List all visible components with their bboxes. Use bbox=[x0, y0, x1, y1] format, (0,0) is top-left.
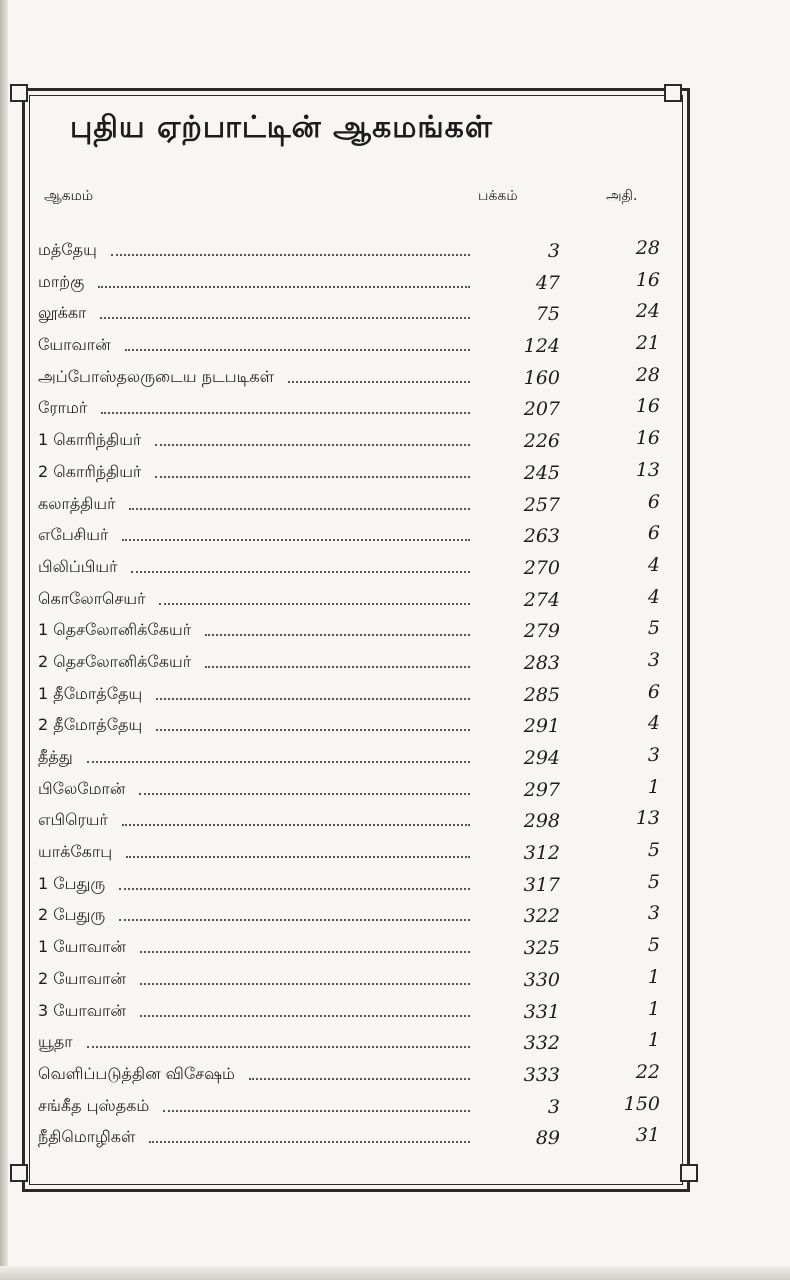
corner-ornament bbox=[10, 1164, 28, 1182]
toc-row bbox=[38, 297, 678, 329]
dot-leader bbox=[156, 729, 470, 731]
chapter-count: 5 bbox=[647, 934, 660, 957]
book-name: எபிரெயர் bbox=[38, 810, 108, 830]
dot-leader bbox=[155, 444, 470, 446]
page-number: 124 bbox=[523, 335, 560, 358]
dot-leader bbox=[159, 603, 470, 605]
dot-leader bbox=[98, 286, 470, 288]
chapter-count: 5 bbox=[647, 617, 660, 640]
chapter-count: 3 bbox=[647, 648, 660, 671]
chapter-count: 16 bbox=[635, 395, 660, 418]
dot-leader bbox=[139, 793, 470, 795]
page-number: 245 bbox=[523, 461, 560, 484]
page-number: 274 bbox=[523, 588, 560, 611]
toc-row bbox=[38, 614, 678, 646]
book-name: 2 பேதுரு bbox=[38, 905, 106, 925]
chapter-count: 13 bbox=[635, 458, 660, 481]
book-name: கொலோசெயர் bbox=[38, 588, 146, 608]
book-name: பிலேமோன் bbox=[38, 778, 126, 798]
page-bottom-shadow bbox=[0, 1266, 790, 1280]
chapter-count: 5 bbox=[647, 870, 660, 893]
chapter-count: 5 bbox=[647, 839, 660, 862]
page-number: 257 bbox=[523, 493, 560, 516]
book-name: 2 கொரிந்தியர் bbox=[38, 461, 142, 481]
book-name: 2 தீமோத்தேயு bbox=[38, 715, 143, 735]
dot-leader bbox=[140, 951, 470, 953]
page-number: 298 bbox=[523, 810, 560, 833]
page-number: 279 bbox=[523, 620, 560, 643]
chapter-count: 28 bbox=[635, 237, 660, 259]
page-number: 89 bbox=[535, 1127, 560, 1150]
table-of-contents bbox=[38, 234, 678, 1153]
dot-leader bbox=[249, 1078, 470, 1080]
toc-row bbox=[38, 1090, 678, 1122]
page-number: 297 bbox=[523, 778, 560, 801]
chapter-count: 4 bbox=[647, 585, 660, 608]
dot-leader bbox=[119, 888, 470, 890]
chapter-count: 22 bbox=[635, 1060, 660, 1083]
chapter-count: 1 bbox=[647, 1029, 660, 1052]
chapter-count: 6 bbox=[647, 490, 660, 513]
page-number: 226 bbox=[523, 430, 560, 453]
dot-leader bbox=[125, 349, 470, 351]
book-name: கலாத்தியர் bbox=[38, 493, 116, 513]
page-number: 294 bbox=[523, 747, 560, 769]
chapter-count: 31 bbox=[635, 1124, 660, 1147]
book-name: வெளிப்படுத்தின விசேஷம் bbox=[38, 1063, 235, 1083]
chapter-count: 16 bbox=[635, 268, 660, 291]
corner-ornament bbox=[680, 1164, 698, 1182]
page-number: 325 bbox=[523, 937, 560, 960]
dot-leader bbox=[122, 824, 470, 826]
dot-leader bbox=[119, 919, 470, 921]
book-name: நீதிமொழிகள் bbox=[38, 1127, 136, 1147]
book-name: மாற்கு bbox=[38, 271, 85, 291]
page-number: 285 bbox=[523, 683, 560, 706]
toc-row bbox=[38, 329, 678, 361]
book-name: லூக்கா bbox=[38, 303, 87, 323]
toc-row bbox=[38, 804, 678, 836]
dot-leader bbox=[140, 983, 470, 985]
chapter-count: 16 bbox=[635, 427, 660, 450]
toc-row bbox=[38, 931, 678, 963]
toc-row bbox=[38, 963, 678, 995]
chapter-count: 24 bbox=[635, 300, 660, 323]
dot-leader bbox=[163, 1110, 470, 1112]
toc-row bbox=[38, 709, 678, 741]
toc-row bbox=[38, 899, 678, 931]
page-number: 3 bbox=[547, 240, 560, 262]
toc-row bbox=[38, 519, 678, 551]
dot-leader bbox=[149, 1141, 470, 1143]
page-number: 333 bbox=[523, 1063, 560, 1086]
page-number: 317 bbox=[523, 873, 560, 896]
page-number: 207 bbox=[523, 398, 560, 421]
page-number: 312 bbox=[523, 842, 560, 865]
book-name: எபேசியர் bbox=[38, 525, 109, 545]
book-name: மத்தேயு bbox=[38, 240, 97, 259]
book-name: 3 யோவான் bbox=[38, 1000, 126, 1020]
toc-row bbox=[38, 361, 678, 393]
page-number: 270 bbox=[523, 556, 560, 579]
book-name: 2 யோவான் bbox=[38, 968, 126, 988]
dot-leader bbox=[205, 634, 470, 636]
page-number: 75 bbox=[535, 303, 560, 326]
chapter-count: 1 bbox=[647, 965, 660, 988]
chapter-count: 3 bbox=[647, 902, 660, 925]
page-number: 47 bbox=[535, 271, 560, 294]
toc-row bbox=[38, 995, 678, 1027]
dot-leader bbox=[156, 698, 470, 700]
chapter-count: 1 bbox=[647, 997, 660, 1020]
dot-leader bbox=[140, 1015, 470, 1017]
toc-row bbox=[38, 1026, 678, 1058]
page-number: 330 bbox=[523, 968, 560, 991]
dot-leader bbox=[288, 381, 470, 383]
page-number: 332 bbox=[523, 1032, 560, 1055]
dot-leader bbox=[101, 412, 470, 414]
corner-ornament bbox=[664, 84, 682, 102]
dot-leader bbox=[100, 317, 470, 319]
chapter-count: 13 bbox=[635, 807, 660, 830]
column-header-book: ஆகமம் bbox=[44, 188, 94, 204]
book-spine-shadow bbox=[0, 0, 8, 1280]
toc-row bbox=[38, 1121, 678, 1153]
page-number: 331 bbox=[523, 1000, 560, 1023]
dot-leader bbox=[155, 476, 470, 478]
book-name: 2 தெசலோனிக்கேயர் bbox=[38, 651, 192, 671]
toc-row bbox=[38, 392, 678, 424]
toc-row bbox=[38, 646, 678, 678]
book-name: 1 கொரிந்தியர் bbox=[38, 430, 142, 450]
book-name: சங்கீத புஸ்தகம் bbox=[38, 1095, 150, 1115]
page-number: 283 bbox=[523, 651, 560, 674]
chapter-count: 3 bbox=[647, 744, 660, 766]
corner-ornament bbox=[10, 84, 28, 102]
dot-leader bbox=[87, 1046, 470, 1048]
book-name: 1 யோவான் bbox=[38, 937, 126, 957]
toc-row bbox=[38, 678, 678, 710]
toc-row bbox=[38, 488, 678, 520]
chapter-count: 6 bbox=[647, 680, 660, 703]
book-name: யூதா bbox=[38, 1032, 73, 1052]
dot-leader bbox=[122, 539, 470, 541]
toc-row bbox=[38, 773, 678, 805]
column-header-page: பக்கம் bbox=[478, 188, 518, 204]
chapter-count: 4 bbox=[647, 553, 660, 576]
book-name: 1 பேதுரு bbox=[38, 873, 106, 893]
toc-row bbox=[38, 424, 678, 456]
chapter-count: 1 bbox=[647, 775, 660, 798]
page-number: 322 bbox=[523, 905, 560, 928]
toc-row bbox=[38, 741, 678, 773]
dot-leader bbox=[87, 761, 470, 763]
book-name: தீத்து bbox=[38, 747, 73, 766]
dot-leader bbox=[205, 666, 470, 668]
toc-row bbox=[38, 234, 678, 266]
toc-row bbox=[38, 1058, 678, 1090]
chapter-count: 150 bbox=[623, 1092, 660, 1115]
book-name: யோவான் bbox=[38, 335, 111, 355]
dot-leader bbox=[111, 254, 470, 256]
toc-row bbox=[38, 456, 678, 488]
page-title: புதிய ஏற்பாட்டின் ஆகமங்கள் bbox=[70, 110, 493, 145]
dot-leader bbox=[126, 856, 470, 858]
book-name: யாக்கோபு bbox=[38, 842, 113, 862]
chapter-count: 4 bbox=[647, 712, 660, 735]
toc-row bbox=[38, 266, 678, 298]
toc-row bbox=[38, 551, 678, 583]
page-number: 3 bbox=[547, 1095, 560, 1118]
book-name: 1 தெசலோனிக்கேயர் bbox=[38, 620, 192, 640]
dot-leader bbox=[129, 508, 470, 510]
page-number: 263 bbox=[523, 525, 560, 548]
toc-row bbox=[38, 836, 678, 868]
toc-row bbox=[38, 583, 678, 615]
toc-row bbox=[38, 868, 678, 900]
book-name: ரோமர் bbox=[38, 398, 88, 418]
chapter-count: 6 bbox=[647, 522, 660, 545]
book-name: பிலிப்பியர் bbox=[38, 556, 118, 576]
dot-leader bbox=[131, 571, 470, 573]
book-name: 1 தீமோத்தேயு bbox=[38, 683, 143, 703]
chapter-count: 21 bbox=[635, 332, 660, 355]
book-name: அப்போஸ்தலருடைய நடபடிகள் bbox=[38, 366, 275, 386]
chapter-count: 28 bbox=[635, 363, 660, 386]
column-header-chapters: அதி. bbox=[606, 188, 638, 204]
page-number: 160 bbox=[523, 366, 560, 389]
page-number: 291 bbox=[523, 715, 560, 738]
